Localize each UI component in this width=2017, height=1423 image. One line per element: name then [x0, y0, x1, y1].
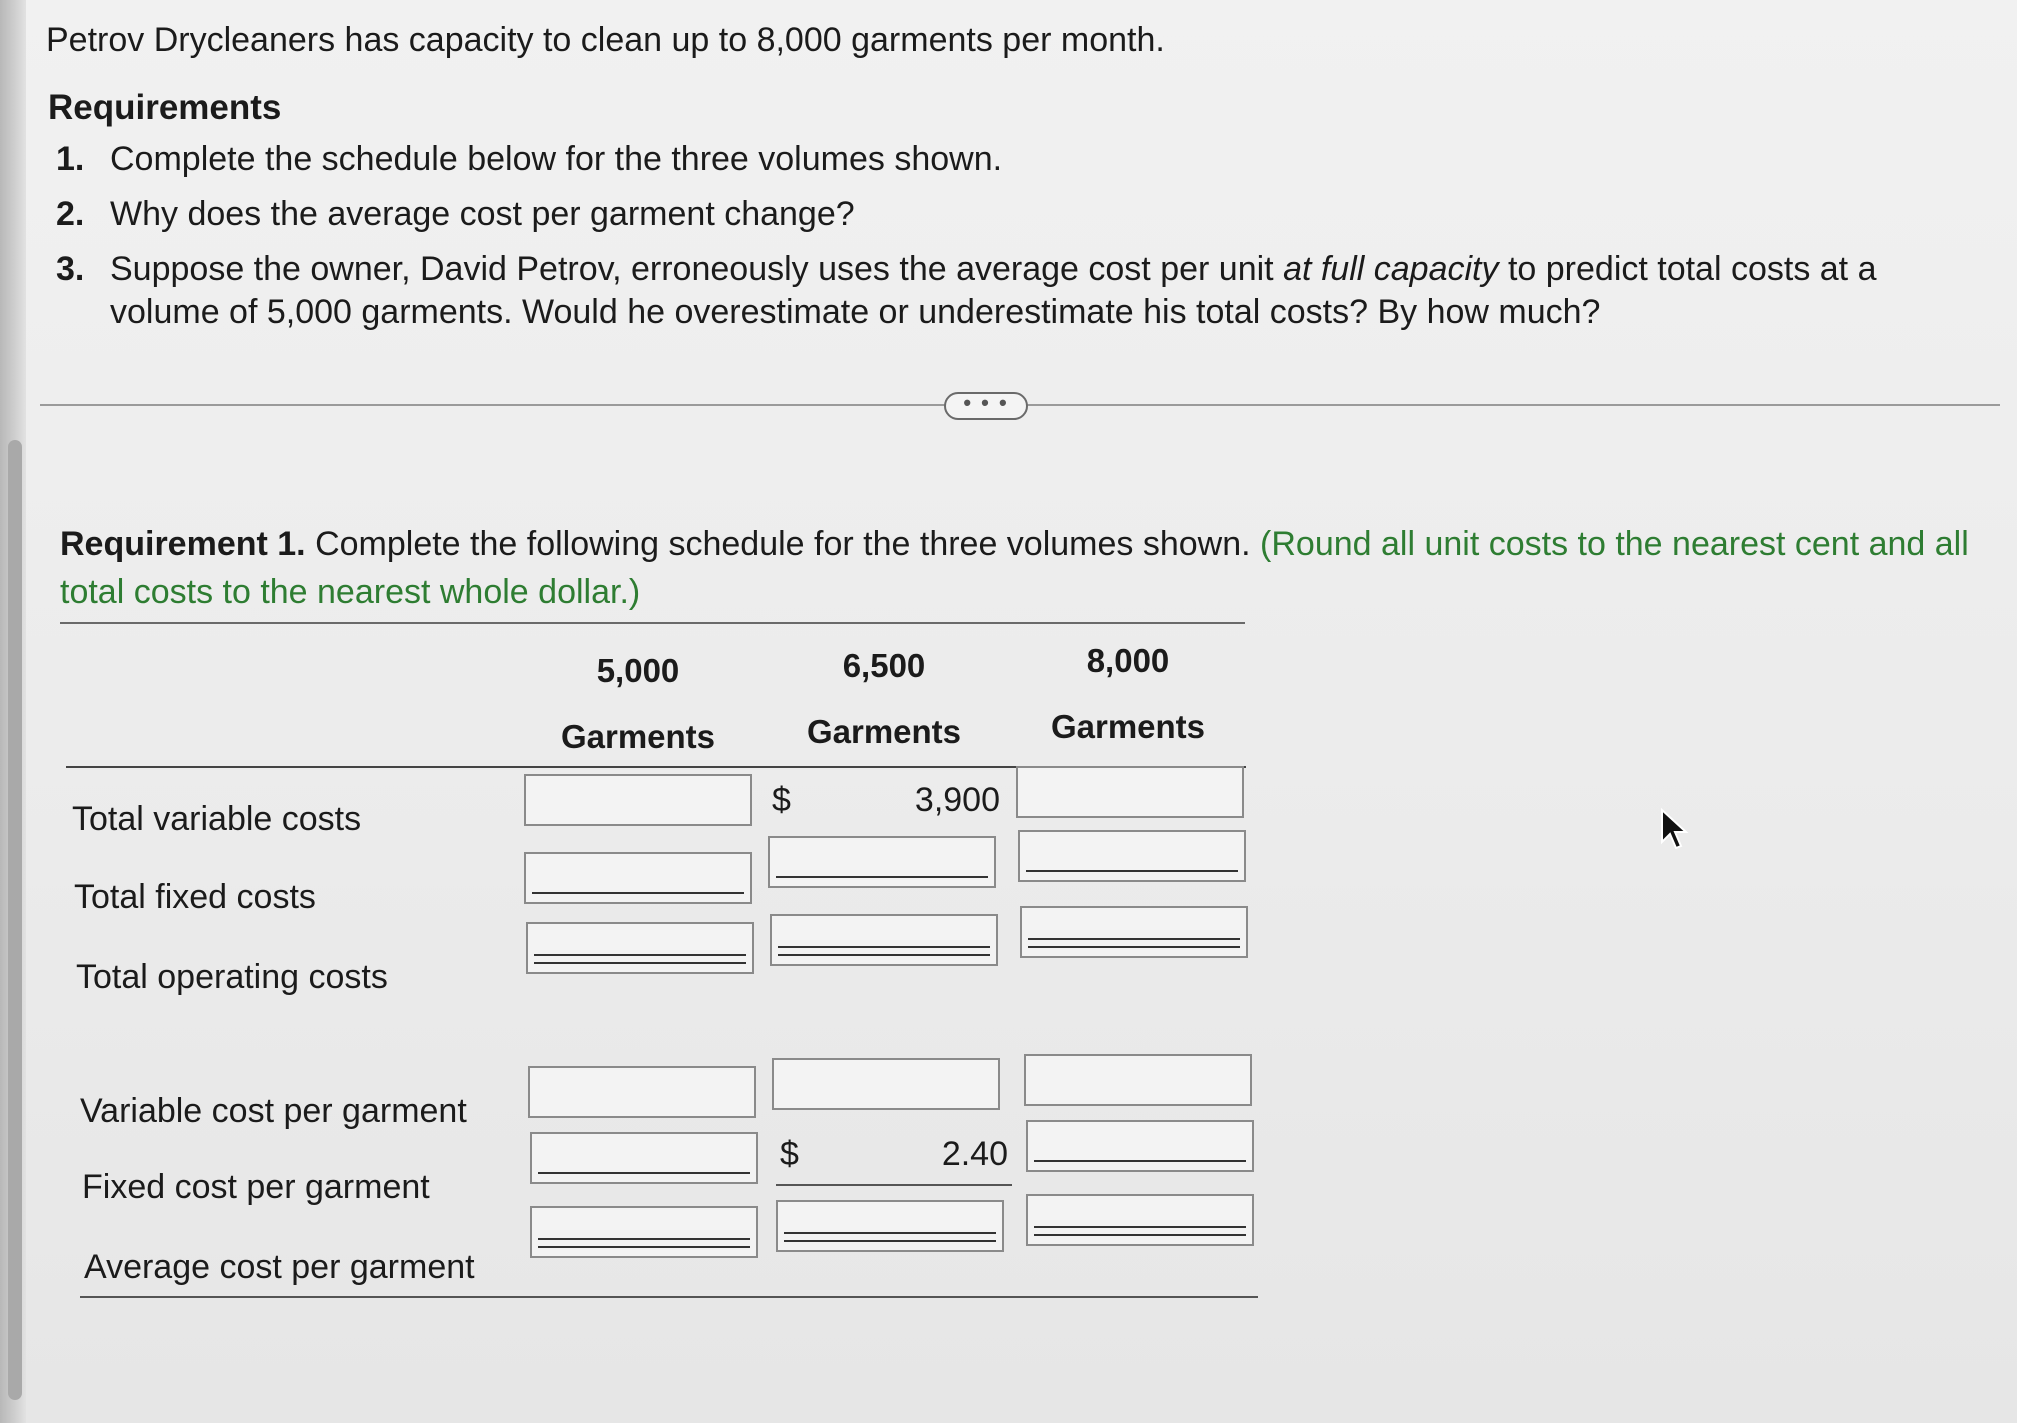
average-per-garment-6500-input[interactable]: [776, 1200, 1004, 1252]
rounding-note: (Round all unit costs to the nearest cent and all total costs to the nearest whole dollar.): [60, 525, 1969, 611]
currency-symbol: $: [772, 781, 791, 819]
row-label-average-per-garment: Average cost per garment: [84, 1248, 475, 1286]
total-operating-5000-input[interactable]: [526, 922, 754, 974]
total-variable-5000-input[interactable]: [524, 774, 752, 826]
total-fixed-6500-input[interactable]: [768, 836, 996, 888]
column-volume: 8,000: [1086, 642, 1170, 679]
requirement-1-instructions: [60, 520, 1990, 616]
left-scrollbar[interactable]: [0, 0, 26, 1423]
requirement-item: [56, 248, 1956, 334]
total-variable-6500-given: [766, 774, 1004, 826]
requirement-item: [56, 193, 1956, 236]
requirement-number: 1.: [56, 140, 85, 178]
scrollbar-thumb[interactable]: [8, 440, 22, 1400]
requirement-text: Why does the average cost per garment change?: [110, 195, 855, 233]
requirement-text-part: to predict total costs at a volume of 5,000 garments. Would he overestimate or underestimate his total costs? By how much?: [110, 250, 1877, 331]
total-operating-8000-input[interactable]: [1020, 906, 1248, 958]
expand-more-button[interactable]: • • •: [944, 392, 1028, 420]
requirement-text-part: Suppose the owner, David Petrov, erroneously uses the average cost per unit: [110, 250, 1284, 288]
requirement-1-label: Requirement 1.: [60, 525, 306, 563]
fixed-per-garment-8000-input[interactable]: [1026, 1120, 1254, 1172]
total-operating-6500-input[interactable]: [770, 914, 998, 966]
given-amount: 3,900: [914, 781, 1000, 819]
column-unit: Garments: [806, 713, 962, 750]
row-label-fixed-per-garment: Fixed cost per garment: [82, 1168, 430, 1206]
requirement-text: Complete the schedule below for the three volumes shown.: [110, 140, 1003, 178]
variable-per-garment-6500-input[interactable]: [772, 1058, 1000, 1110]
column-volume: 5,000: [596, 652, 680, 689]
column-unit: Garments: [560, 718, 716, 755]
row-label-variable-per-garment: Variable cost per garment: [80, 1092, 467, 1130]
total-fixed-8000-input[interactable]: [1018, 830, 1246, 882]
requirement-1-text: Complete the following schedule for the three volumes shown.: [305, 525, 1251, 563]
column-header-8000: [1008, 640, 1248, 748]
fixed-per-garment-5000-input[interactable]: [530, 1132, 758, 1184]
mouse-pointer-icon: [1660, 808, 1690, 854]
requirements-heading: Requirements: [48, 88, 282, 127]
table-top-rule: [60, 622, 1245, 624]
total-fixed-5000-input[interactable]: [524, 852, 752, 904]
requirements-list: [56, 138, 1956, 346]
currency-symbol: $: [780, 1135, 799, 1173]
row-label-total-variable: Total variable costs: [72, 800, 362, 838]
variable-per-garment-8000-input[interactable]: [1024, 1054, 1252, 1106]
requirement-text-emphasis: at full capacity: [1283, 250, 1499, 288]
requirement-number: 2.: [56, 195, 85, 233]
fixed-per-garment-6500-given: [774, 1128, 1012, 1180]
column-header-5000: [518, 650, 758, 758]
total-variable-8000-input[interactable]: [1016, 766, 1244, 818]
table-bottom-rule: [80, 1296, 1258, 1298]
row-label-total-operating: Total operating costs: [76, 958, 388, 996]
requirement-text: [110, 248, 1956, 334]
average-per-garment-5000-input[interactable]: [530, 1206, 758, 1258]
requirement-number: 3.: [56, 250, 85, 288]
average-per-garment-8000-input[interactable]: [1026, 1194, 1254, 1246]
column-volume: 6,500: [842, 647, 926, 684]
row-label-total-fixed: Total fixed costs: [74, 878, 316, 916]
column-unit: Garments: [1050, 708, 1206, 745]
column-header-6500: [764, 645, 1004, 753]
given-amount: 2.40: [941, 1135, 1008, 1173]
variable-per-garment-5000-input[interactable]: [528, 1066, 756, 1118]
problem-intro: Petrov Drycleaners has capacity to clean up to 8,000 garments per month.: [46, 21, 1165, 59]
requirement-item: [56, 138, 1956, 181]
